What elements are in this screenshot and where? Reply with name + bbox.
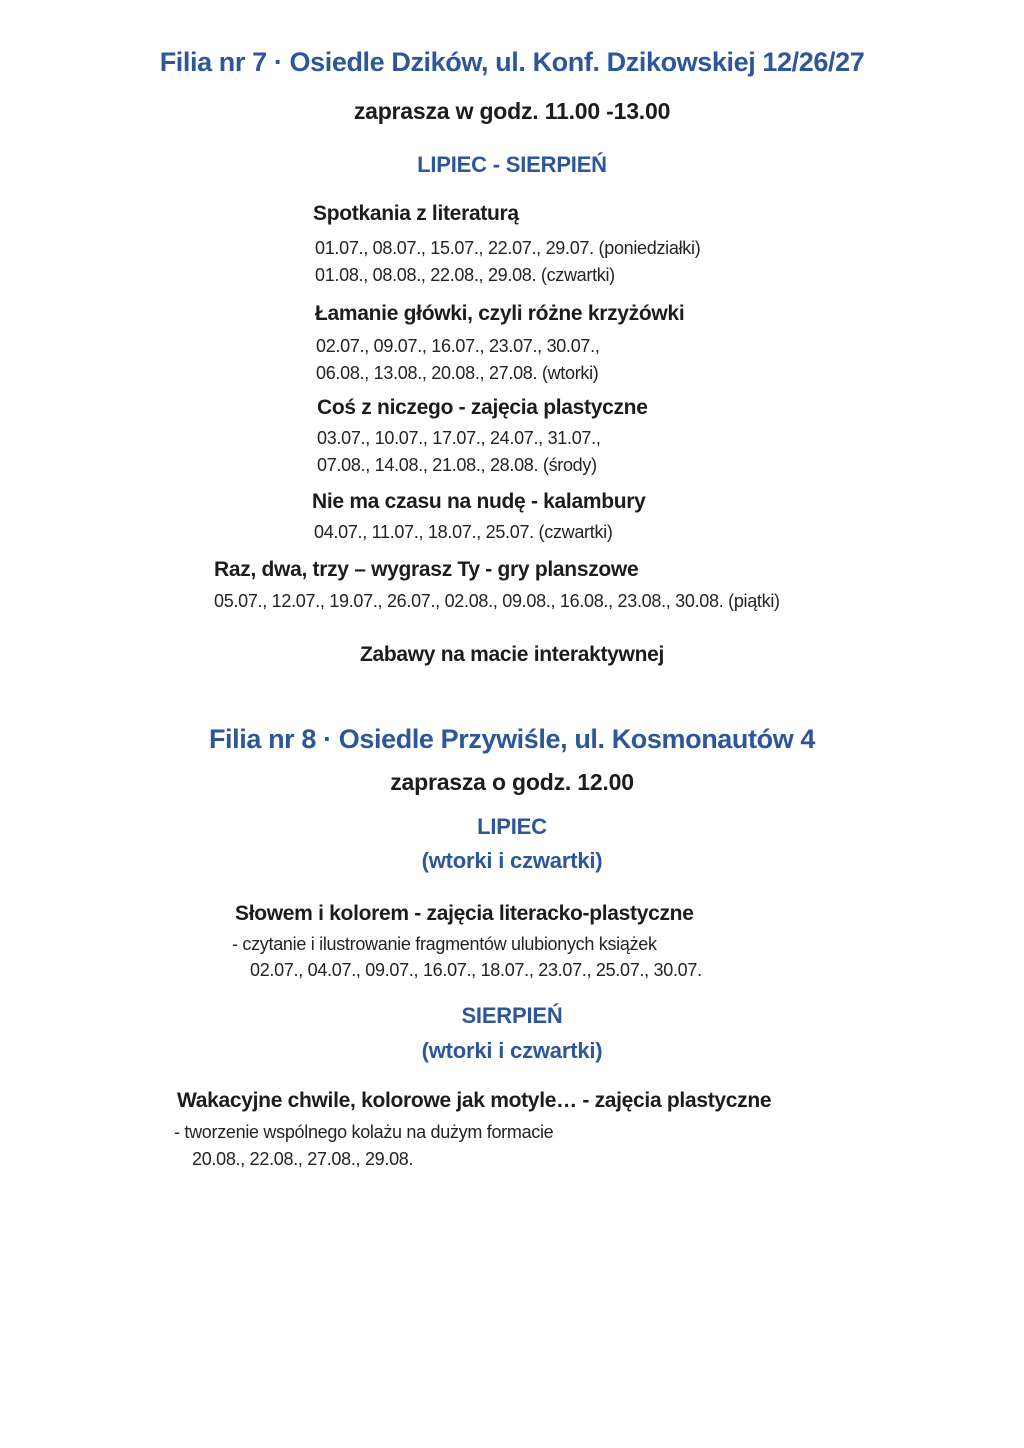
event-dates: 07.08., 14.08., 21.08., 28.08. (środy) xyxy=(317,455,597,475)
event-title: Słowem i kolorem - zajęcia literacko-plastyczne xyxy=(235,902,694,925)
event-dates: 02.07., 04.07., 09.07., 16.07., 18.07., 23.07., 25.07., 30.07. xyxy=(250,960,702,980)
branch-8-title: Filia nr 8 · Osiedle Przywiśle, ul. Kosmonautów 4 xyxy=(208,724,816,754)
branch-7-hours: zaprasza w godz. 11.00 -13.00 xyxy=(353,98,671,124)
event-title: Coś z niczego - zajęcia plastyczne xyxy=(317,396,648,419)
event-dates: 06.08., 13.08., 20.08., 27.08. (wtorki) xyxy=(316,363,599,383)
branch-8-hours: zaprasza o godz. 12.00 xyxy=(390,769,634,795)
branch-7-title: Filia nr 7 · Osiedle Dzików, ul. Konf. Dzikowskiej 12/26/27 xyxy=(159,47,865,77)
event-description: - czytanie i ilustrowanie fragmentów ulubionych książek xyxy=(232,934,657,954)
july-header: LIPIEC xyxy=(477,814,547,839)
event-dates: 01.08., 08.08., 22.08., 29.08. (czwartki) xyxy=(315,265,615,285)
event-dates: 01.07., 08.07., 15.07., 22.07., 29.07. (poniedziałki) xyxy=(315,238,701,258)
august-header: SIERPIEŃ xyxy=(461,1003,563,1028)
event-dates: 03.07., 10.07., 17.07., 24.07., 31.07., xyxy=(317,428,601,448)
event-title-interactive-mat: Zabawy na macie interaktywnej xyxy=(359,643,665,666)
event-description: - tworzenie wspólnego kolażu na dużym formacie xyxy=(174,1122,554,1142)
event-dates: 02.07., 09.07., 16.07., 23.07., 30.07., xyxy=(316,336,600,356)
branch-7-months-header: LIPIEC - SIERPIEŃ xyxy=(417,152,607,177)
event-title: Nie ma czasu na nudę - kalambury xyxy=(312,490,646,513)
event-dates: 20.08., 22.08., 27.08., 29.08. xyxy=(192,1149,414,1169)
event-title: Łamanie główki, czyli różne krzyżówki xyxy=(315,302,685,325)
event-title: Wakacyjne chwile, kolorowe jak motyle… - zajęcia plastyczne xyxy=(177,1089,772,1112)
august-days-note: (wtorki i czwartki) xyxy=(421,1038,603,1063)
event-dates: 04.07., 11.07., 18.07., 25.07. (czwartki) xyxy=(314,522,613,542)
event-title: Raz, dwa, trzy – wygrasz Ty - gry planszowe xyxy=(214,558,639,581)
event-title: Spotkania z literaturą xyxy=(313,202,519,225)
july-days-note: (wtorki i czwartki) xyxy=(421,848,603,873)
event-dates: 05.07., 12.07., 19.07., 26.07., 02.08., 09.08., 16.08., 23.08., 30.08. (piątki) xyxy=(214,591,780,611)
